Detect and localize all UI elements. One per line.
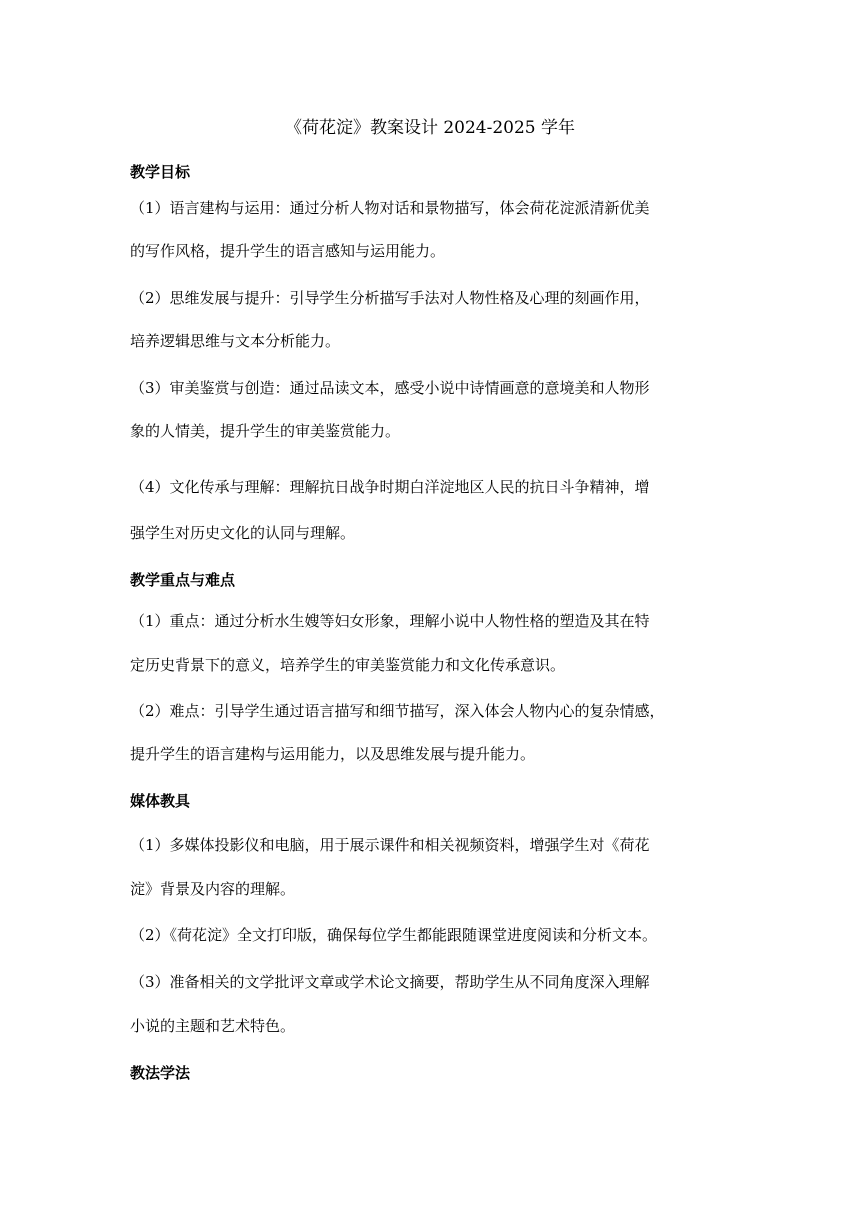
paragraph-line: 培养逻辑思维与文本分析能力。 bbox=[130, 332, 341, 350]
paragraph-line: （2）难点：引导学生通过语言描写和细节描写，深入体会人物内心的复杂情感， bbox=[130, 702, 665, 720]
paragraph-line: 淀》背景及内容的理解。 bbox=[130, 880, 296, 898]
paragraph-line: 的写作风格，提升学生的语言感知与运用能力。 bbox=[130, 242, 446, 260]
paragraph-line: （1）语言建构与运用：通过分析人物对话和景物描写，体会荷花淀派清新优美 bbox=[130, 199, 650, 217]
paragraph-line: （3）审美鉴赏与创造：通过品读文本，感受小说中诗情画意的意境美和人物形 bbox=[130, 379, 650, 397]
section-heading-media: 媒体教具 bbox=[130, 792, 191, 810]
section-heading-methods: 教法学法 bbox=[130, 1064, 191, 1082]
section-heading-key-points: 教学重点与难点 bbox=[130, 571, 236, 589]
document-title: 《荷花淀》教案设计 2024-2025 学年 bbox=[284, 118, 576, 138]
paragraph-line: （1）重点：通过分析水生嫂等妇女形象，理解小说中人物性格的塑造及其在特 bbox=[130, 612, 650, 630]
paragraph-line: （4）文化传承与理解：理解抗日战争时期白洋淀地区人民的抗日斗争精神，增 bbox=[130, 478, 650, 496]
paragraph-line: 定历史背景下的意义，培养学生的审美鉴赏能力和文化传承意识。 bbox=[130, 656, 566, 674]
paragraph-line: （2）《荷花淀》全文打印版，确保每位学生都能跟随课堂进度阅读和分析文本。 bbox=[130, 926, 658, 944]
paragraph-line: 象的人情美，提升学生的审美鉴赏能力。 bbox=[130, 422, 401, 440]
paragraph-line: （1）多媒体投影仪和电脑，用于展示课件和相关视频资料，增强学生对《荷花 bbox=[130, 836, 650, 854]
paragraph-line: （2）思维发展与提升：引导学生分析描写手法对人物性格及心理的刻画作用， bbox=[130, 289, 650, 307]
paragraph-line: （3）准备相关的文学批评文章或学术论文摘要，帮助学生从不同角度深入理解 bbox=[130, 973, 650, 991]
paragraph-line: 强学生对历史文化的认同与理解。 bbox=[130, 524, 356, 542]
section-heading-objectives: 教学目标 bbox=[130, 163, 191, 181]
paragraph-line: 提升学生的语言建构与运用能力，以及思维发展与提升能力。 bbox=[130, 745, 536, 763]
paragraph-line: 小说的主题和艺术特色。 bbox=[130, 1017, 296, 1035]
